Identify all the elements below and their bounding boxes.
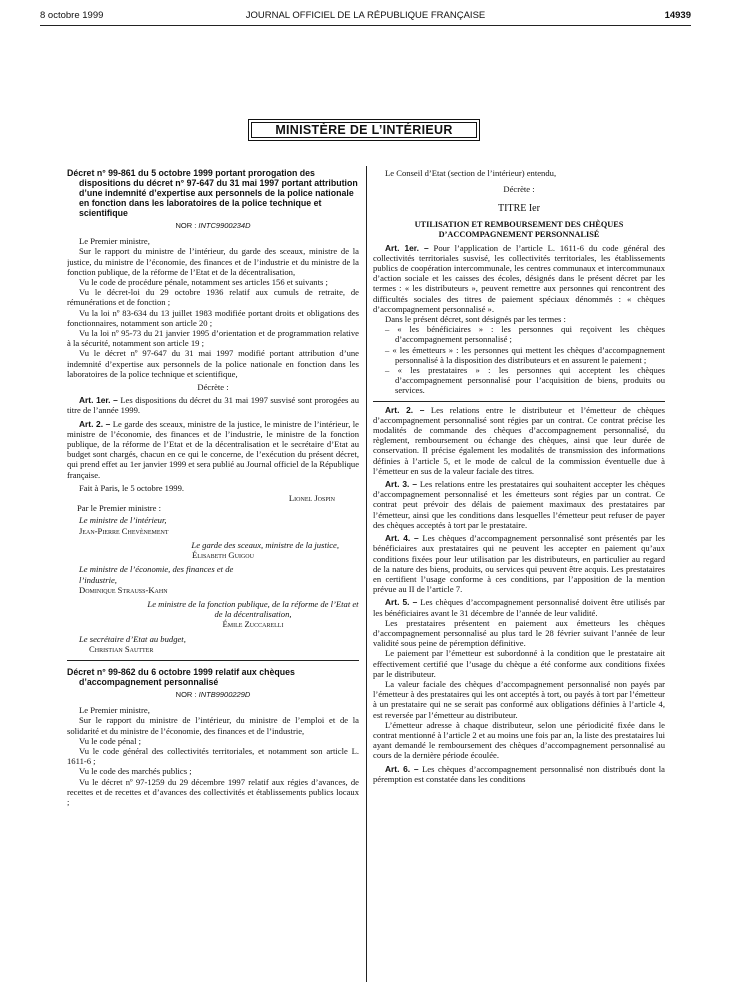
article-paragraph: Les prestataires présentent en paiement aux émetteurs les chèques d’accompagnement personnalisé au plus tard le 28 février suivant l’année de leur validité sous peine de péremption définitive. (373, 617, 665, 649)
article-label: Art. 2. – (385, 404, 425, 415)
visa-paragraph: Vu le code général des collectivités territoriales, et notamment son article L. 1611-6 ; (67, 745, 359, 767)
header-rule (40, 25, 691, 26)
article (373, 479, 665, 530)
decree-title: Décret n° 99-862 du 6 octobre 1999 relatif aux chèques d’accompagnement personnalisé (67, 666, 295, 687)
visa-paragraph: Sur le rapport du ministre de l’intérieur, du ministre de l’emploi et de la solidarité et du ministre de l’économie, des finances et de l’industrie, (67, 715, 359, 736)
article-paragraph: L’émetteur adresse à chaque distributeur, selon une périodicité fixée dans le contrat mentionné à l’article 2 et au moins une fois par an, la liste des prestataires lui ayant demandé le remboursement des chèques d’accompagnement personnalisé au cours de la dernière période écoulée. (373, 719, 665, 761)
page-number: 14939 (664, 10, 691, 21)
article-text: Les relations entre les prestataires qui souhaitent accepter les chèques d’accompagnement personnalisé et les émetteurs sont régies par un contrat. Ce contrat peut prévoir des délais de paiement maximaux des prestataires par l’émetteur, ainsi que les conditions dans lesquelles l’émetteur peut refuser de payer des chèques acceptés à tort par le prestataire. (373, 479, 665, 530)
signatory-name: Christian Sautter (89, 643, 154, 654)
signatory-role: Le garde des sceaux, ministre de la justice, (191, 539, 339, 550)
ministry-heading: MINISTÈRE DE L’INTÉRIEUR (251, 122, 477, 138)
decree-title: Décret n° 99-861 du 5 octobre 1999 portant prorogation des dispositions du décret n° 97-647 du 31 mai 1997 portant attribution d’une indemnité d’expertise aux personnels de la police nationale en fonction dans les laboratoires de la police technique et scientifique (67, 168, 358, 218)
visa-paragraph: Vu la loi nº 83-634 du 13 juillet 1983 modifiée portant droits et obligations des fonctionnaires, notamment son article 20 ; (67, 307, 359, 328)
titre-heading: TITRE Ier (498, 203, 540, 215)
column-divider (366, 166, 367, 982)
signatory-name: Jean-Pierre Chevènement (79, 525, 169, 536)
article-text: Les dispositions du décret du 31 mai 1997 susvisé sont prorogées au titre de l’année 1999. (67, 395, 359, 416)
definition-item: – « les bénéficiaires » : les personnes qui reçoivent les chèques d’accompagnement personnalisé ; (385, 324, 665, 345)
article (373, 405, 665, 476)
article-paragraph: La valeur faciale des chèques d’accompagnement personnalisé non payés par l’émetteur à des prestataires qui les ont acceptés à tort, ou payés à tort par l’émetteur à un prestataire qui ne se serait pas conformé aux obligations définies à l’article 4, est reversée par l’émetteur au distributeur. (373, 678, 665, 720)
nor-label: NOR : (175, 689, 197, 699)
visa-paragraph: Vu le code de procédure pénale, notamment ses articles 156 et suivants ; (79, 277, 328, 288)
visa-paragraph: Vu le décret-loi du 29 octobre 1936 relatif aux cumuls de retraite, de rémunérations et de fonction ; (67, 287, 359, 308)
signatory-role: Le secrétaire d’Etat au budget, (79, 633, 186, 644)
left-column (67, 168, 359, 982)
article-text: Les chèques d’accompagnement personnalisé non distribués dont la péremption est constatée dans les conditions (373, 763, 665, 784)
preamble-intro: Le Premier ministre, (79, 236, 150, 247)
nor-value: INTC9900234D (198, 221, 251, 230)
article-label: Art. 4. – (385, 533, 419, 544)
article (67, 395, 359, 415)
article-text: Les chèques d’accompagnement personnalisé sont présentés par les bénéficiaires aux prestataires qui ne peuvent les accepter en paiement qu’aux conditions fixées pour leur utilisation par les distributeurs, en particulier au regard de la nature des biens, produits, ou services qui peuvent être acquis. Les prestataires en certifient l’usage conforme à ces conditions, par l’apposition de la mention prévue au II de l’article 7. (373, 533, 665, 595)
signature-block (107, 540, 339, 560)
signatory-name: Dominique Strauss-Kahn (79, 584, 168, 595)
preamble-intro: Le Premier ministre, (79, 705, 150, 716)
decrete-heading: Décrète : (197, 382, 229, 393)
signatory-role: Le ministre de l’intérieur, (79, 515, 167, 526)
right-column (373, 168, 665, 982)
journal-title: JOURNAL OFFICIEL DE LA RÉPUBLIQUE FRANÇAISE (245, 10, 486, 21)
issue-date: 8 octobre 1999 (40, 10, 104, 21)
article-label: Art. 5. – (385, 597, 418, 608)
article-text: Les relations entre le distributeur et l’émetteur de chèques d’accompagnement personnalisé sont régies par un contrat. Ce contrat précise les modalités de commande des chèques d’accompagnement personnalisé, du règlement, remboursement ou échange des chèques, ainsi que leur durée de conservation. Il précise également les modalités de transmission des informations définies à l’article 5, et le mode de calcul de la commission éventuelle due à l’émetteur en sus de la valeur faciale des titres. (373, 404, 665, 476)
article (373, 243, 665, 314)
article-text: Le garde des sceaux, ministre de la justice, le ministre de l’intérieur, le ministre de l’économie, des finances et de l’industrie, le ministre de la fonction publique, de la réforme de l’Etat et de la décentralisation et le secrétaire d’Etat au budget sont chargés, chacun en ce qui le concerne, de l’exécution du présent décret, qui prend effet au 1er janvier 1999 et sera publié au Journal officiel de la République française. (67, 418, 359, 480)
article (373, 764, 665, 784)
decree-separator (67, 660, 359, 661)
article-paragraph: Le paiement par l’émetteur est subordonné à la condition que le prestataire ait effectivement certifié que l’usage du chèque a été conforme aux conditions fixées par le distributeur. (373, 648, 665, 679)
nor-value: INTB9900229D (198, 689, 251, 699)
article (373, 597, 665, 617)
signature-block (147, 599, 359, 630)
nor-reference (67, 221, 359, 231)
signatory-role: Le ministre de la fonction publique, de la réforme de l’Etat et de la décentralisation, (147, 598, 359, 620)
article-text: Pour l’application de l’article L. 1611-6 du code général des collectivités territoriales susvisé, les collectivités territoriales, les établissements publics de coopération intercommunale, les centres communaux et intercommunaux d’action sociale et les caisses des écoles, désignés dans le présent décret par les termes : « les distributeurs », peuvent remettre aux personnes qui rencontrent des difficultés sociales des titres de paiement spéciaux dénommés : « chèques d’accompagnement personnalisé ». (373, 242, 665, 314)
signature-block (79, 515, 359, 535)
article (67, 419, 359, 480)
decrete-heading: Décrète : (503, 184, 535, 195)
article-label: Art. 3. – (385, 479, 418, 490)
ministry-box (248, 119, 480, 141)
article-label: Art. 1er. – (79, 395, 118, 406)
nor-reference (67, 690, 359, 700)
pm-signature: Lionel Jospin (288, 493, 335, 504)
visa-paragraph: Vu le décret nº 97-647 du 31 mai 1997 modifié portant attribution d’une indemnité d’expertise aux personnels de la police nationale en fonction dans les laboratoires de la police technique et scientifique, (67, 348, 359, 379)
par-premier-ministre: Par le Premier ministre : (77, 503, 162, 514)
article-text: Les chèques d’accompagnement personnalisé doivent être utilisés par les bénéficiaires avant le 31 décembre de l’année de leur validité. (373, 597, 665, 618)
page-header (40, 10, 691, 24)
visa-paragraph: Sur le rapport du ministre de l’intérieur, du garde des sceaux, ministre de la justice, du ministre de l’économie, des finances et de l’industrie et du ministre de la fonction publique, de la réforme de l’Etat et de la décentralisation, (67, 246, 359, 277)
signature-block (79, 634, 359, 654)
list-intro: Dans le présent décret, sont désignés par les termes : (385, 314, 566, 325)
visa-paragraph: Vu le code des marchés publics ; (79, 766, 192, 777)
signatory-name: Élisabeth Guigou (192, 550, 254, 561)
definition-item: – « les prestataires » : les personnes qui acceptent les chèques d’accompagnement personnalisé pour l’acquisition de biens, produits ou services. (385, 365, 665, 396)
nor-label: NOR : (175, 221, 197, 230)
article-label: Art. 1er. – (385, 242, 429, 253)
signatory-role: Le ministre de l’économie, des finances et de l’industrie, (79, 564, 234, 585)
article (373, 533, 665, 594)
signature-block (79, 564, 239, 595)
titre-subtitle: UTILISATION ET REMBOURSEMENT DES CHÈQUES D’ACCOMPAGNEMENT PERSONNALISÉ (414, 219, 624, 239)
article-label: Art. 2. – (79, 418, 111, 429)
signatory-name: Émile Zuccarelli (222, 619, 284, 630)
definition-item: – « les émetteurs » : les personnes qui mettent les chèques d’accompagnement personnalisé à la disposition des distributeurs et en assurent le paiement ; (385, 344, 665, 365)
article-label: Art. 6. – (385, 763, 419, 774)
article-separator (373, 401, 665, 402)
visa-paragraph: Le Conseil d’Etat (section de l’intérieur) entendu, (385, 168, 557, 178)
visa-paragraph: Vu le décret nº 97-1259 du 29 décembre 1997 relatif aux régies d’avances, de recettes et de recettes et d’avances des collectivités et établissements publics locaux ; (67, 776, 359, 807)
visa-paragraph: Vu le code pénal ; (79, 735, 142, 746)
visa-paragraph: Vu la loi nº 95-73 du 21 janvier 1995 d’orientation et de programmation relative à la sécurité, notamment son article 19 ; (67, 328, 359, 349)
place-date: Fait à Paris, le 5 octobre 1999. (79, 482, 185, 493)
